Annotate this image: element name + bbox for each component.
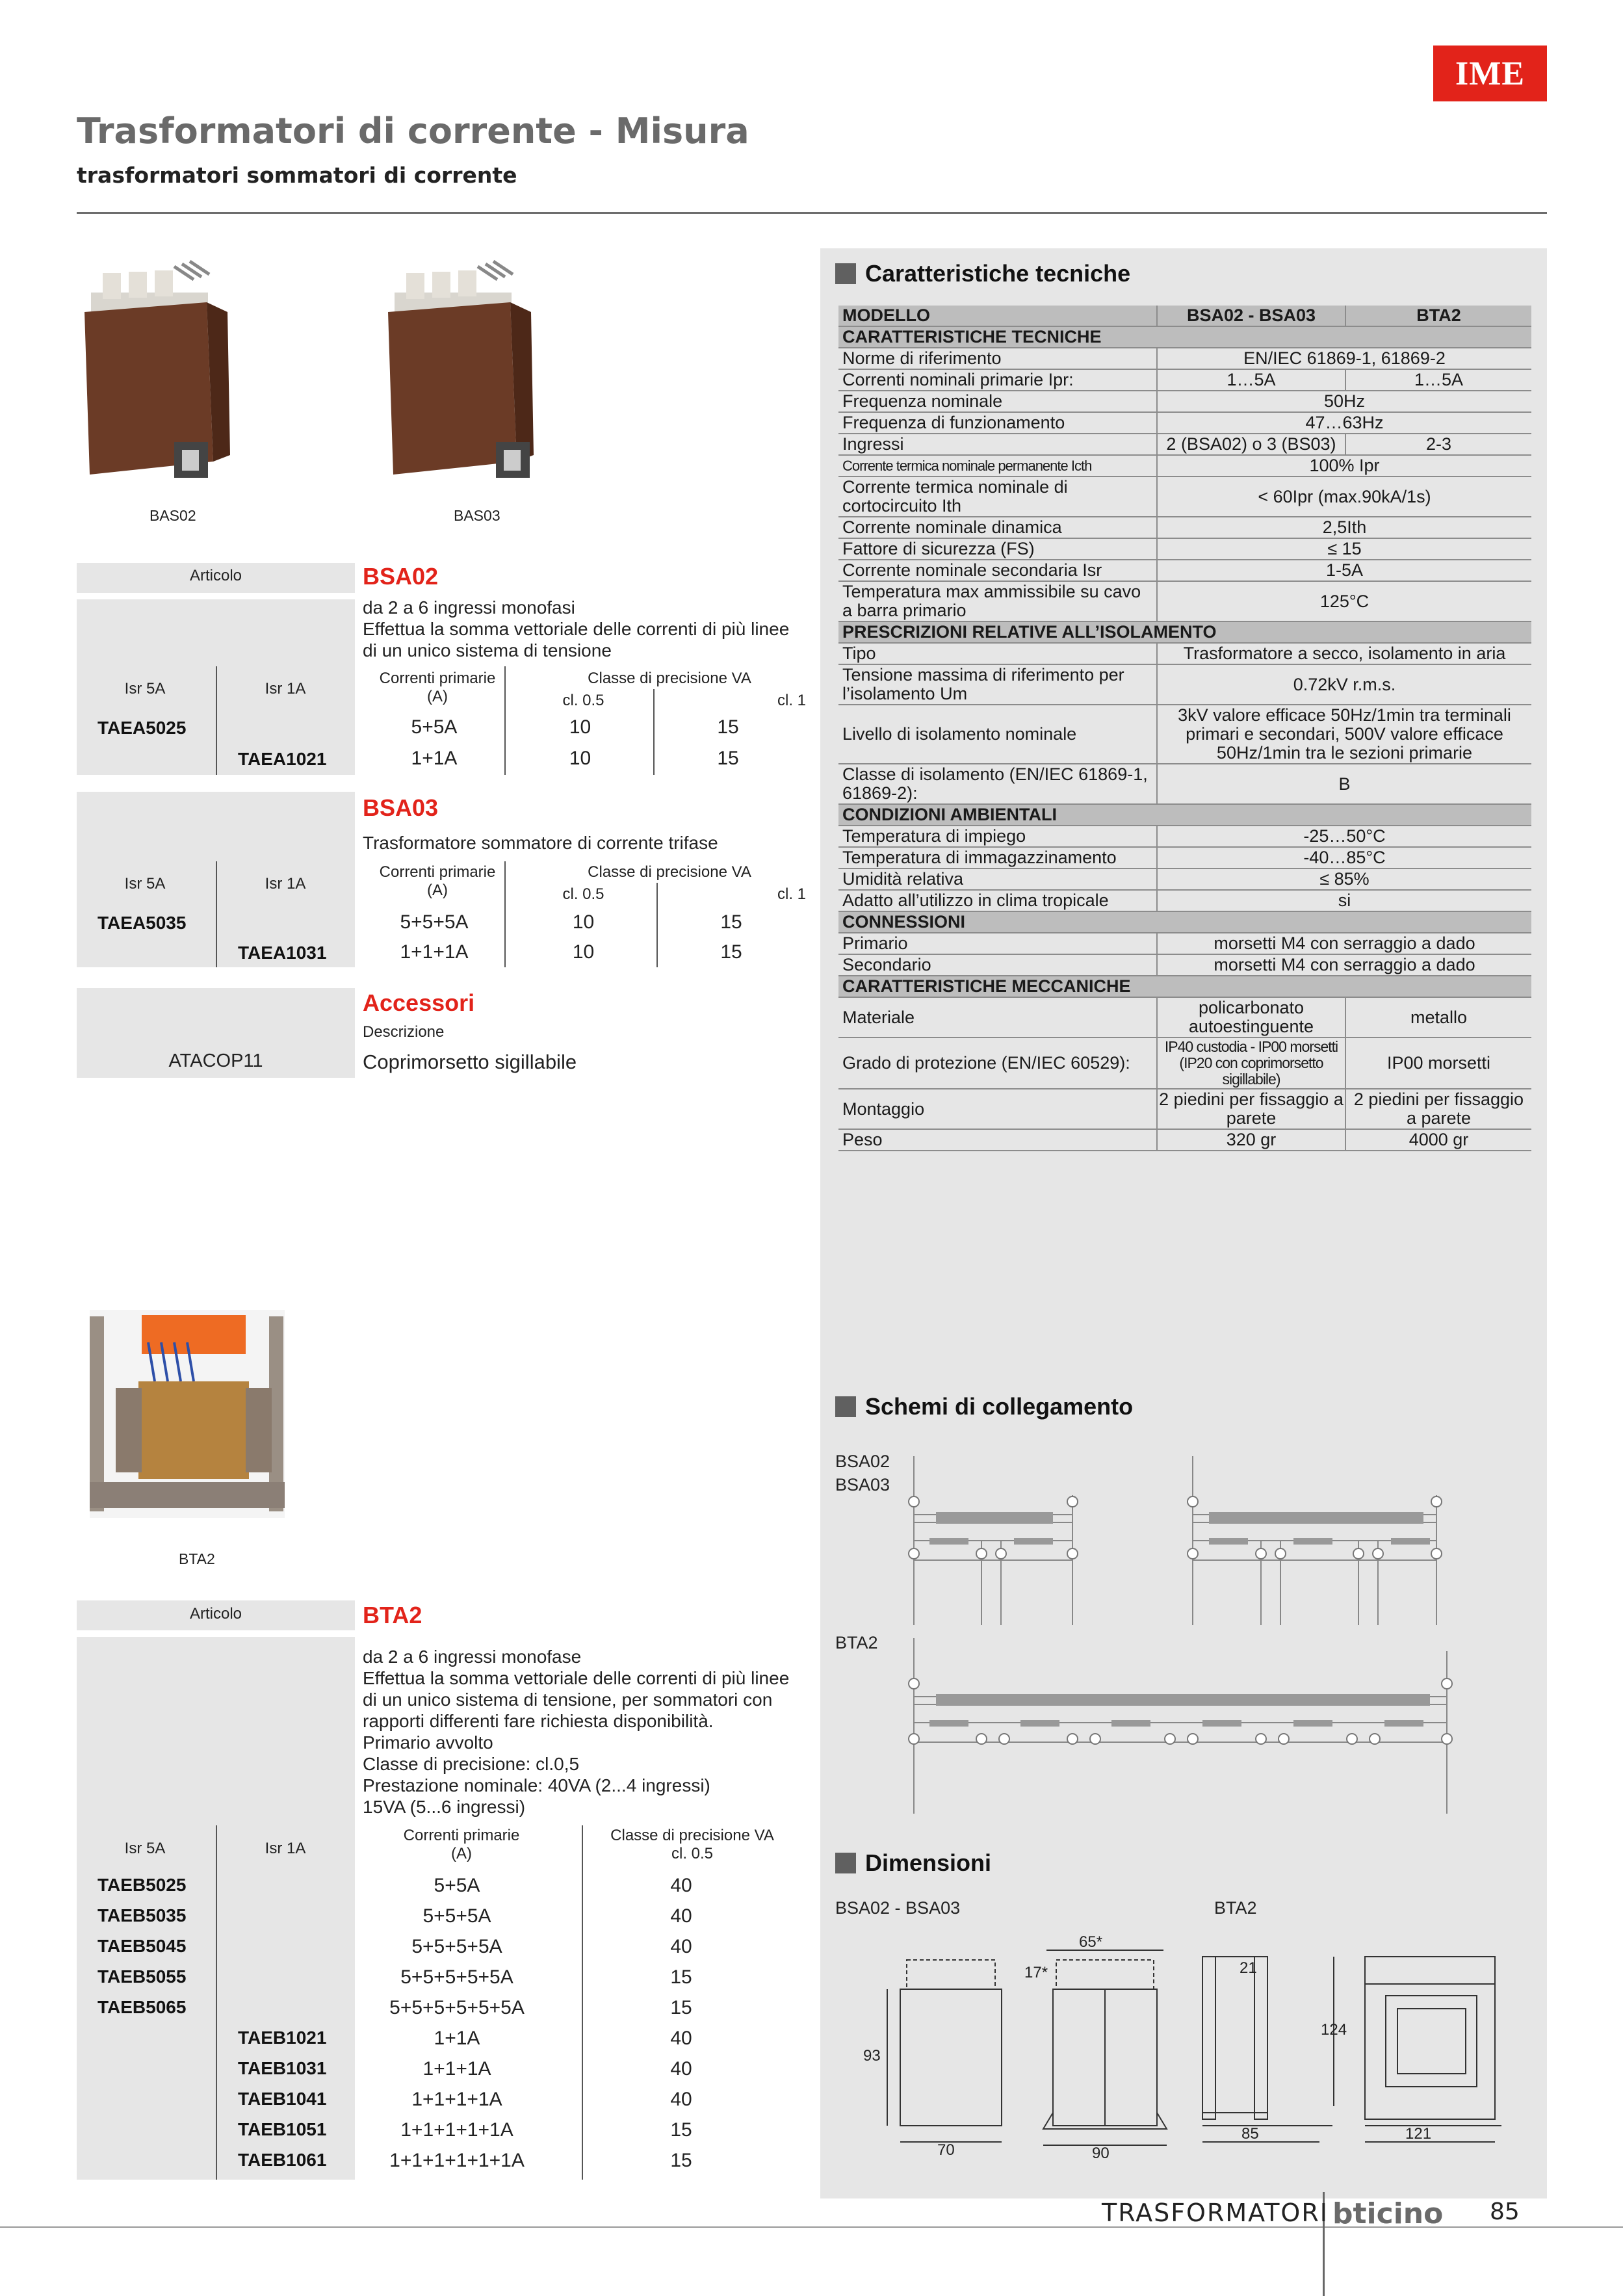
bsa03-isr1: Isr 1A: [265, 875, 306, 893]
specs-value: 47…63Hz: [1157, 412, 1531, 434]
dim-65: 65*: [1079, 1933, 1103, 1951]
accessori-descr-header: Descrizione: [363, 1023, 445, 1041]
dim-17: 17*: [1024, 1964, 1048, 1981]
table-row: TAEB5065 5+5+5+5+5+5A 15: [97, 1997, 692, 2018]
specs-value: si: [1157, 890, 1531, 911]
dims-label-bsa: BSA02 - BSA03: [835, 1898, 961, 1918]
bsa03-code-row1: TAEA5035: [97, 913, 187, 933]
table-row: [838, 369, 1531, 391]
bsa03-isr5: Isr 5A: [124, 875, 166, 893]
scheme-label-bsa: BSA02 BSA03: [835, 1452, 890, 1494]
bta2-caption: BTA2: [179, 1550, 215, 1567]
bsa03-corr-row2: 1+1+1A: [400, 941, 469, 963]
specs-label: Temperatura di immagazzinamento: [838, 847, 1157, 868]
bsa02-correnti-header: Correnti primarie (A): [379, 670, 496, 705]
dim-93: 93: [863, 2047, 881, 2065]
bsa02-cl1-row1: 15: [717, 716, 739, 738]
schemes-heading: Schemi di collegamento: [835, 1393, 1133, 1420]
table-row: [838, 412, 1531, 434]
bta2-classe-header: Classe di precisione VA cl. 0.5: [610, 1827, 774, 1862]
specs-value-bta2: 2-3: [1345, 434, 1531, 455]
specs-value: -25…50°C: [1157, 826, 1531, 847]
specs-value: 3kV valore efficace 50Hz/1min tra terminali primari e secondari, 500V valore efficace 50Hz/1min tra le sezioni primarie: [1157, 705, 1531, 764]
dims-label-bta2: BTA2: [1214, 1898, 1257, 1918]
bsa02-code-row2: TAEA1021: [238, 749, 327, 769]
bsa02-title: BSA02: [363, 563, 439, 590]
page-number: 85: [1490, 2198, 1520, 2225]
table-row: [838, 705, 1531, 764]
bsa03-divider: [216, 861, 217, 967]
specs-section-row: [838, 804, 1531, 826]
table-row: [838, 455, 1531, 476]
specs-section-label: CONDIZIONI AMBIENTALI: [838, 804, 1531, 826]
bsa02-corr-row1: 5+5A: [411, 716, 458, 738]
articolo-label: Articolo: [189, 567, 242, 584]
specs-header-cell: MODELLO: [838, 306, 1157, 326]
bsa03-classe-header: Classe di precisione VA: [588, 863, 751, 881]
bsa02-divider: [504, 666, 506, 775]
bsa02-cl05-row1: 10: [569, 716, 591, 738]
dim-21: 21: [1240, 1959, 1257, 1977]
specs-value: EN/IEC 61869-1, 61869-2: [1157, 348, 1531, 369]
accessori-descr: Coprimorsetto sigillabile: [363, 1050, 577, 1073]
bta2-isr1: Isr 1A: [265, 1840, 306, 1857]
bsa03-divider: [504, 861, 506, 967]
specs-value-bta2: 2 piedini per fissaggio a parete: [1345, 1089, 1531, 1129]
specs-label: Ingressi: [838, 434, 1157, 455]
bsa02-cl1: cl. 1: [777, 692, 806, 709]
specs-header-cell: BTA2: [1345, 306, 1531, 326]
table-row: [838, 348, 1531, 369]
specs-value: 125°C: [1157, 581, 1531, 621]
table-row: [838, 997, 1531, 1037]
specs-section-label: CARATTERISTICHE MECCANICHE: [838, 976, 1531, 997]
specs-section-row: [838, 976, 1531, 997]
specs-label: Tipo: [838, 643, 1157, 664]
table-row: [838, 954, 1531, 976]
bsa02-corr-row2: 1+1A: [411, 748, 458, 769]
table-row: [838, 643, 1531, 664]
bta2-description: da 2 a 6 ingressi monofase Effettua la somma vettoriale delle correnti di più linee di un unico sistema di tensione, per sommatori con rapporti differenti fare richiesta disponibilità. Primario avvolto Classe di precisione: cl.0,5 Prestazione nominale: 40VA (2...4 ingressi) 15VA (5...6 ingressi): [363, 1647, 790, 1817]
bsa03-title: BSA03: [363, 794, 439, 821]
specs-value-bsa: 2 piedini per fissaggio a parete: [1157, 1089, 1345, 1129]
specs-section-row: [838, 326, 1531, 348]
bsa03-cl1-row1: 15: [720, 911, 742, 933]
specs-value-bta2: 4000 gr: [1345, 1129, 1531, 1151]
brand-logo: IME: [1433, 46, 1547, 101]
bsa02-isr5: Isr 5A: [124, 680, 166, 698]
table-row: [838, 538, 1531, 560]
specs-header-cell: BSA02 - BSA03: [1157, 306, 1345, 326]
bsa03-cl05-row1: 10: [572, 911, 595, 933]
specs-label: Peso: [838, 1129, 1157, 1151]
table-row: [838, 933, 1531, 954]
bsa02-cl05: cl. 0.5: [562, 692, 604, 709]
page-subtitle: trasformatori sommatori di corrente: [77, 163, 517, 188]
articolo-label: Articolo: [189, 1605, 242, 1623]
table-row: TAEB1031 1+1+1A 40: [238, 2058, 692, 2080]
specs-value: 100% Ipr: [1157, 455, 1531, 476]
table-row: [838, 476, 1531, 517]
section-square-icon: [835, 1396, 856, 1417]
specs-header-row: [838, 306, 1531, 326]
specs-value-bta2: 1…5A: [1345, 369, 1531, 391]
section-square-icon: [835, 1853, 856, 1873]
specs-section-row: [838, 911, 1531, 933]
header-divider: [77, 212, 1547, 214]
specs-value-bta2: IP00 morsetti: [1345, 1037, 1531, 1089]
specs-label: Tensione massima di riferimento per l’isolamento Um: [838, 664, 1157, 705]
scheme-label-bta2: BTA2: [835, 1633, 878, 1652]
bsa03-code-row2: TAEA1031: [238, 943, 327, 963]
specs-value: 50Hz: [1157, 391, 1531, 412]
bsa02-classe-header: Classe di precisione VA: [588, 670, 751, 687]
specs-label: Classe di isolamento (EN/IEC 61869-1, 61869-2):: [838, 764, 1157, 804]
specs-label: Temperatura max ammissibile su cavo a barra primario: [838, 581, 1157, 621]
dim-70: 70: [937, 2141, 955, 2159]
table-row: [838, 560, 1531, 581]
accessori-title: Accessori: [363, 989, 475, 1016]
table-row: TAEB5055 5+5+5+5+5A 15: [97, 1966, 692, 1988]
specs-section-row: [838, 621, 1531, 643]
specs-value-bsa: IP40 custodia - IP00 morsetti (IP20 con coprimorsetto sigillabile): [1157, 1037, 1345, 1089]
bas03-photo: [380, 247, 536, 494]
table-row: TAEB5045 5+5+5+5A 40: [97, 1936, 692, 1957]
table-row: TAEB5035 5+5+5A 40: [97, 1905, 692, 1927]
bsa02-isr1: Isr 1A: [265, 680, 306, 698]
specs-value: morsetti M4 con serraggio a dado: [1157, 933, 1531, 954]
specs-table: [838, 306, 1531, 1151]
specs-value-bta2: metallo: [1345, 997, 1531, 1037]
table-row: TAEB1051 1+1+1+1+1A 15: [238, 2119, 692, 2141]
specs-value: ≤ 85%: [1157, 868, 1531, 890]
specs-value-bsa: 320 gr: [1157, 1129, 1345, 1151]
specs-label: Montaggio: [838, 1089, 1157, 1129]
specs-label: Corrente nominale secondaria Isr: [838, 560, 1157, 581]
bsa02-divider: [216, 666, 217, 775]
table-row: [838, 391, 1531, 412]
specs-label: Adatto all’utilizzo in clima tropicale: [838, 890, 1157, 911]
dim-85: 85: [1241, 2125, 1259, 2143]
bsa03-corr-row1: 5+5+5A: [400, 911, 469, 933]
specs-label: Fattore di sicurezza (FS): [838, 538, 1157, 560]
specs-value: B: [1157, 764, 1531, 804]
specs-heading: Caratteristiche tecniche: [835, 260, 1130, 287]
specs-label: Corrente termica nominale permanente Icth: [838, 455, 1157, 476]
specs-value: Trasformatore a secco, isolamento in aria: [1157, 643, 1531, 664]
bsa03-cl05-row2: 10: [572, 941, 595, 963]
bta2-correnti-header: Correnti primarie (A): [403, 1827, 520, 1862]
specs-value: 1-5A: [1157, 560, 1531, 581]
table-row: TAEB1061 1+1+1+1+1+1A 15: [238, 2150, 692, 2171]
bta2-photo: [77, 1297, 311, 1531]
wiring-diagram-bsa: [897, 1450, 1469, 1625]
section-square-icon: [835, 263, 856, 284]
accessori-code: ATACOP11: [168, 1050, 263, 1071]
bsa02-divider: [653, 689, 655, 775]
specs-value-bsa: 1…5A: [1157, 369, 1345, 391]
table-row: [838, 1037, 1531, 1089]
table-row: [838, 1089, 1531, 1129]
bsa03-cl1: cl. 1: [777, 885, 806, 903]
specs-value: 0.72kV r.m.s.: [1157, 664, 1531, 705]
bsa03-correnti-header: Correnti primarie (A): [379, 863, 496, 899]
bsa02-description: da 2 a 6 ingressi monofasi Effettua la somma vettoriale delle correnti di più linee di un unico sistema di tensione: [363, 597, 790, 660]
specs-value: < 60Ipr (max.90kA/1s): [1157, 476, 1531, 517]
bsa02-cl05-row2: 10: [569, 748, 591, 769]
dimensions-heading: Dimensioni: [835, 1849, 991, 1877]
table-row: [838, 764, 1531, 804]
specs-label: Frequenza nominale: [838, 391, 1157, 412]
specs-label: Corrente nominale dinamica: [838, 517, 1157, 538]
specs-label: Correnti nominali primarie Ipr:: [838, 369, 1157, 391]
table-row: TAEB1041 1+1+1+1A 40: [238, 2089, 692, 2110]
bsa03-description: Trasformatore sommatore di corrente trifase: [363, 833, 718, 853]
bas03-caption: BAS03: [454, 507, 500, 524]
specs-section-label: PRESCRIZIONI RELATIVE ALL’ISOLAMENTO: [838, 621, 1531, 643]
bsa03-cl05: cl. 0.5: [562, 885, 604, 903]
specs-label: Secondario: [838, 954, 1157, 976]
table-row: [838, 847, 1531, 868]
table-row: [838, 1129, 1531, 1151]
footer-brand: bticino: [1332, 2197, 1444, 2230]
specs-value: ≤ 15: [1157, 538, 1531, 560]
bta2-isr5: Isr 5A: [124, 1840, 166, 1857]
specs-value: -40…85°C: [1157, 847, 1531, 868]
specs-label: Primario: [838, 933, 1157, 954]
specs-label: Frequenza di funzionamento: [838, 412, 1157, 434]
table-row: [838, 581, 1531, 621]
specs-section-label: CARATTERISTICHE TECNICHE: [838, 326, 1531, 348]
table-row: [838, 434, 1531, 455]
specs-label: Temperatura di impiego: [838, 826, 1157, 847]
table-row: [838, 890, 1531, 911]
bas02-photo: [77, 247, 233, 494]
dim-121: 121: [1405, 2125, 1432, 2143]
bta2-title: BTA2: [363, 1602, 422, 1628]
table-row: [838, 517, 1531, 538]
dimension-drawings: [858, 1931, 1547, 2162]
specs-label: Materiale: [838, 997, 1157, 1037]
bsa02-cl1-row2: 15: [717, 748, 739, 769]
table-row: [838, 664, 1531, 705]
dim-90: 90: [1092, 2145, 1110, 2162]
specs-value-bsa: policarbonato autoestinguente: [1157, 997, 1345, 1037]
table-row: TAEB1021 1+1A 40: [238, 2028, 692, 2049]
specs-label: Livello di isolamento nominale: [838, 705, 1157, 764]
page-title: Trasformatori di corrente - Misura: [77, 111, 749, 151]
table-row: TAEB5025 5+5A 40: [97, 1875, 692, 1896]
specs-section-label: CONNESSIONI: [838, 911, 1531, 933]
bsa03-divider: [656, 883, 658, 967]
specs-label: Grado di protezione (EN/IEC 60529):: [838, 1037, 1157, 1089]
bsa02-code-row1: TAEA5025: [97, 718, 187, 738]
table-row: [838, 868, 1531, 890]
wiring-diagram-bta2: [897, 1632, 1469, 1814]
footer-section: TRASFORMATORI: [1102, 2198, 1329, 2227]
table-row: [838, 826, 1531, 847]
specs-label: Corrente termica nominale di cortocircuito Ith: [838, 476, 1157, 517]
specs-label: Umidità relativa: [838, 868, 1157, 890]
bas02-caption: BAS02: [149, 507, 196, 524]
specs-value-bsa: 2 (BSA02) o 3 (BS03): [1157, 434, 1345, 455]
bsa03-cl1-row2: 15: [720, 941, 742, 963]
specs-value: 2,5Ith: [1157, 517, 1531, 538]
dim-124: 124: [1321, 2021, 1347, 2039]
specs-value: morsetti M4 con serraggio a dado: [1157, 954, 1531, 976]
specs-label: Norme di riferimento: [838, 348, 1157, 369]
